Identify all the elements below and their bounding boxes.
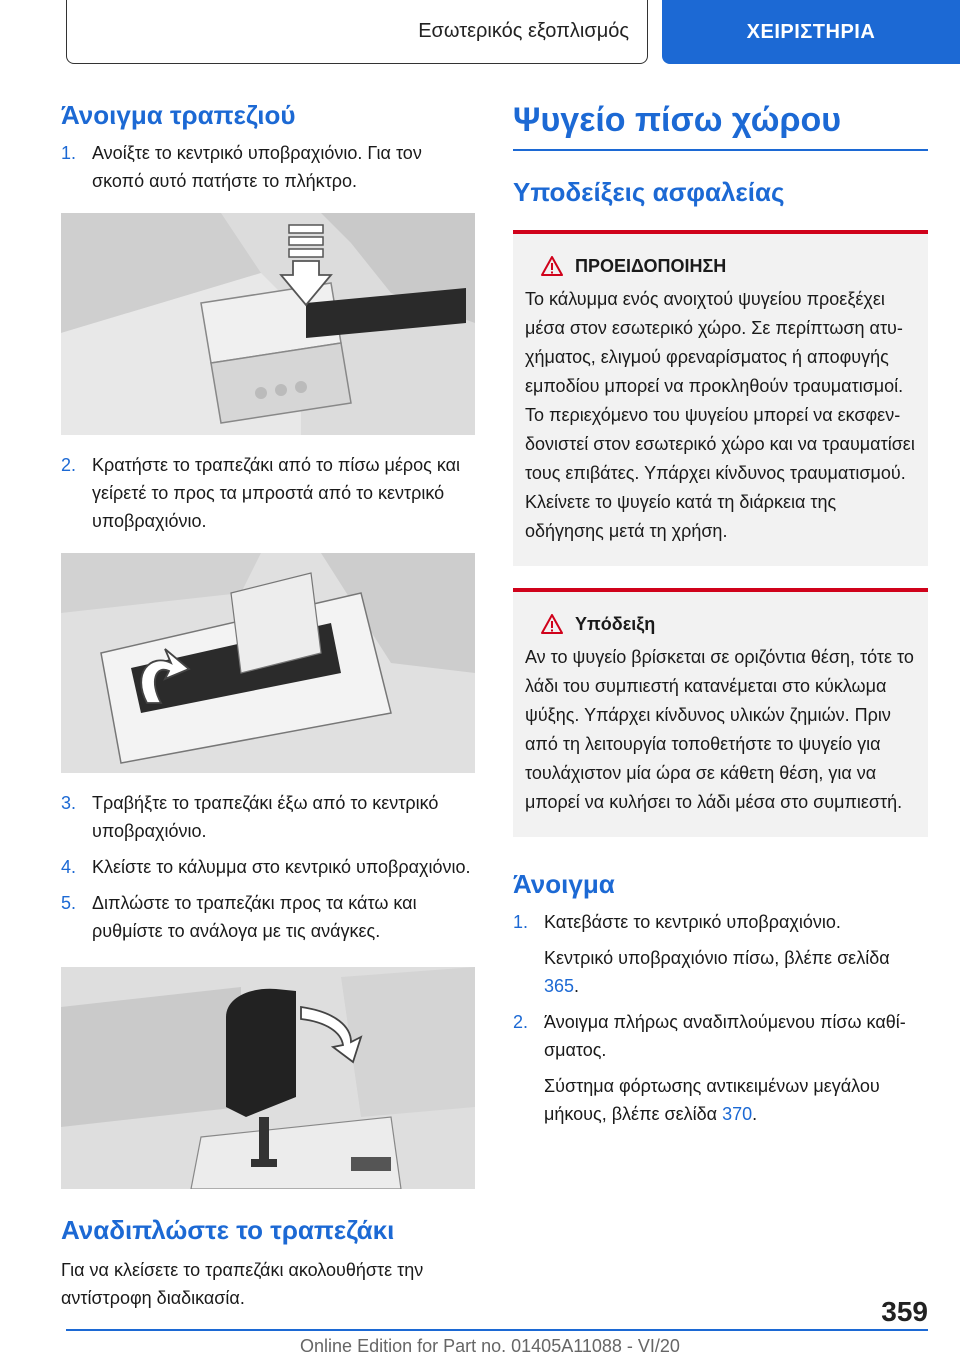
step-reference [513, 944, 928, 1000]
list-item [513, 1008, 928, 1064]
chapter-tab-label: ΧΕΙΡΙΣΤΗΡΙΑ [746, 20, 876, 43]
chapter-header [66, 0, 648, 64]
list-item [513, 908, 928, 936]
step-text: Κατεβάστε το κεντρικό υποβραχιόνιο. [544, 912, 841, 933]
opening-steps [513, 908, 928, 1128]
warning-triangle-icon [541, 256, 563, 276]
list-item [61, 451, 475, 535]
step-text: Κρατήστε το τραπεζάκι από το πίσω μέρος και γείρετέ το προς τα μπροστά από το κεντρικό υποβραχιόνιο. [92, 455, 461, 532]
reference-text: Κεντρικό υποβραχιόνιο πίσω, βλέπε σελίδα [544, 948, 890, 969]
right-column [513, 100, 928, 1128]
list-item [61, 853, 475, 881]
note-text: Αν το ψυγείο βρίσκεται σε οριζόντια θέση, τότε το λάδι του συμπιεστή κατανέμεται στο κύκλωμα ψύξης. Υπάρχει κίνδυνος υλικών ζημιών. Πριν από τη λειτουργία τοποθετήστε το ψυγείο για τουλάχιστον μία ώρα σε κάθετη θέση, για να μπορεί να κυλήσει το λάδι μέσα στο συμπιεστή. [525, 646, 914, 812]
steps-list [61, 139, 475, 195]
note-box [513, 592, 928, 837]
heading-rule [513, 149, 928, 151]
edition-text: Online Edition for Part no. 01405A11088 - VI/20 [300, 1336, 680, 1356]
warning-title-row [525, 256, 920, 277]
step-text: Ανοίξτε το κεντρικό υποβραχιόνιο. Για τον σκοπό αυτό πατήστε το πλήκτρο. [92, 143, 422, 192]
step-number: 3. [61, 793, 77, 814]
photo-table-tilt [61, 553, 475, 773]
step-number: 1. [513, 912, 529, 933]
fridge-heading: Ψυγείο πίσω χώρου [513, 101, 842, 139]
step-text: Διπλώστε το τραπεζάκι προς τα κάτω και ρυθμίστε το ανάλογα με τις ανάγκες. [92, 893, 417, 942]
warning-title: ΠΡΟΕΙΔΟΠΟΙΗΣΗ [575, 255, 727, 276]
step-number: 2. [513, 1012, 529, 1033]
opening-table-heading: Άνοιγμα τραπεζιού [61, 100, 296, 130]
warning-box [513, 234, 928, 566]
reference-text: Σύστημα φόρτωσης αντικειμένων μεγάλου μήκους, βλέπε σελίδα [544, 1076, 880, 1125]
list-item [61, 789, 475, 845]
reference-suffix: . [574, 976, 580, 997]
steps-list-2 [61, 451, 475, 535]
footer-rule [66, 1329, 928, 1331]
steps-list-3 [61, 789, 475, 945]
step-text: Κλείστε το κάλυμμα στο κεντρικό υποβραχιόνιο. [92, 857, 471, 878]
step-text: Άνοιγμα πλήρως αναδιπλούμενου πίσω καθίσματος. [544, 1012, 906, 1061]
step-number: 1. [61, 143, 77, 164]
left-column [61, 100, 475, 1312]
photo-armrest-button [61, 213, 475, 435]
warning-text: Το κάλυμμα ενός ανοιχτού ψυγείου προεξέχει μέσα στον εσωτερικό χώρο. Σε περίπτωση ατυχήματος, ελιγμού φρεναρίσματος ή αποφυγής εμποδίου μπορεί να προκληθούν τραυματισμοί. Το περιεχόμενο του ψυγείου μπορεί να εκσφενδονιστεί στον εσωτερικό χώρο και να τραυματίσει τους επιβάτες. Υπάρχει κίνδυνος τραυματισμού. Κλείνετε το ψυγείο κατά τη διάρκεια της οδήγησης μετά τη χρήση. [525, 288, 915, 541]
page-link-370[interactable]: 370 [722, 1104, 753, 1125]
page-link-365[interactable]: 365 [544, 976, 575, 997]
fold-table-text: Για να κλείσετε το τραπεζάκι ακολουθήστε την αντίστροφη διαδικασία. [61, 1260, 424, 1309]
photo-table-fold [61, 967, 475, 1189]
chapter-tab[interactable] [662, 0, 960, 64]
safety-heading: Υποδείξεις ασφαλείας [513, 176, 785, 207]
step-text: Τραβήξτε το τραπεζάκι έξω από το κεντρικό υποβραχιόνιο. [92, 793, 439, 842]
note-title-row [525, 614, 920, 635]
step-number: 2. [61, 455, 77, 476]
fold-table-heading: Αναδιπλώστε το τραπεζάκι [61, 1215, 395, 1246]
note-title: Υπόδειξη [575, 613, 656, 634]
reference-suffix: . [752, 1104, 758, 1125]
opening-heading: Άνοιγμα [513, 868, 615, 899]
section-title: Εσωτερικός εξοπλισμός [418, 20, 629, 42]
list-item [61, 139, 475, 195]
caution-triangle-icon [541, 614, 563, 634]
footer-edition [0, 1336, 960, 1357]
step-number: 5. [61, 893, 77, 914]
step-number: 4. [61, 857, 77, 878]
list-item [61, 889, 475, 945]
step-reference [513, 1072, 928, 1128]
page-number: 359 [881, 1296, 928, 1327]
